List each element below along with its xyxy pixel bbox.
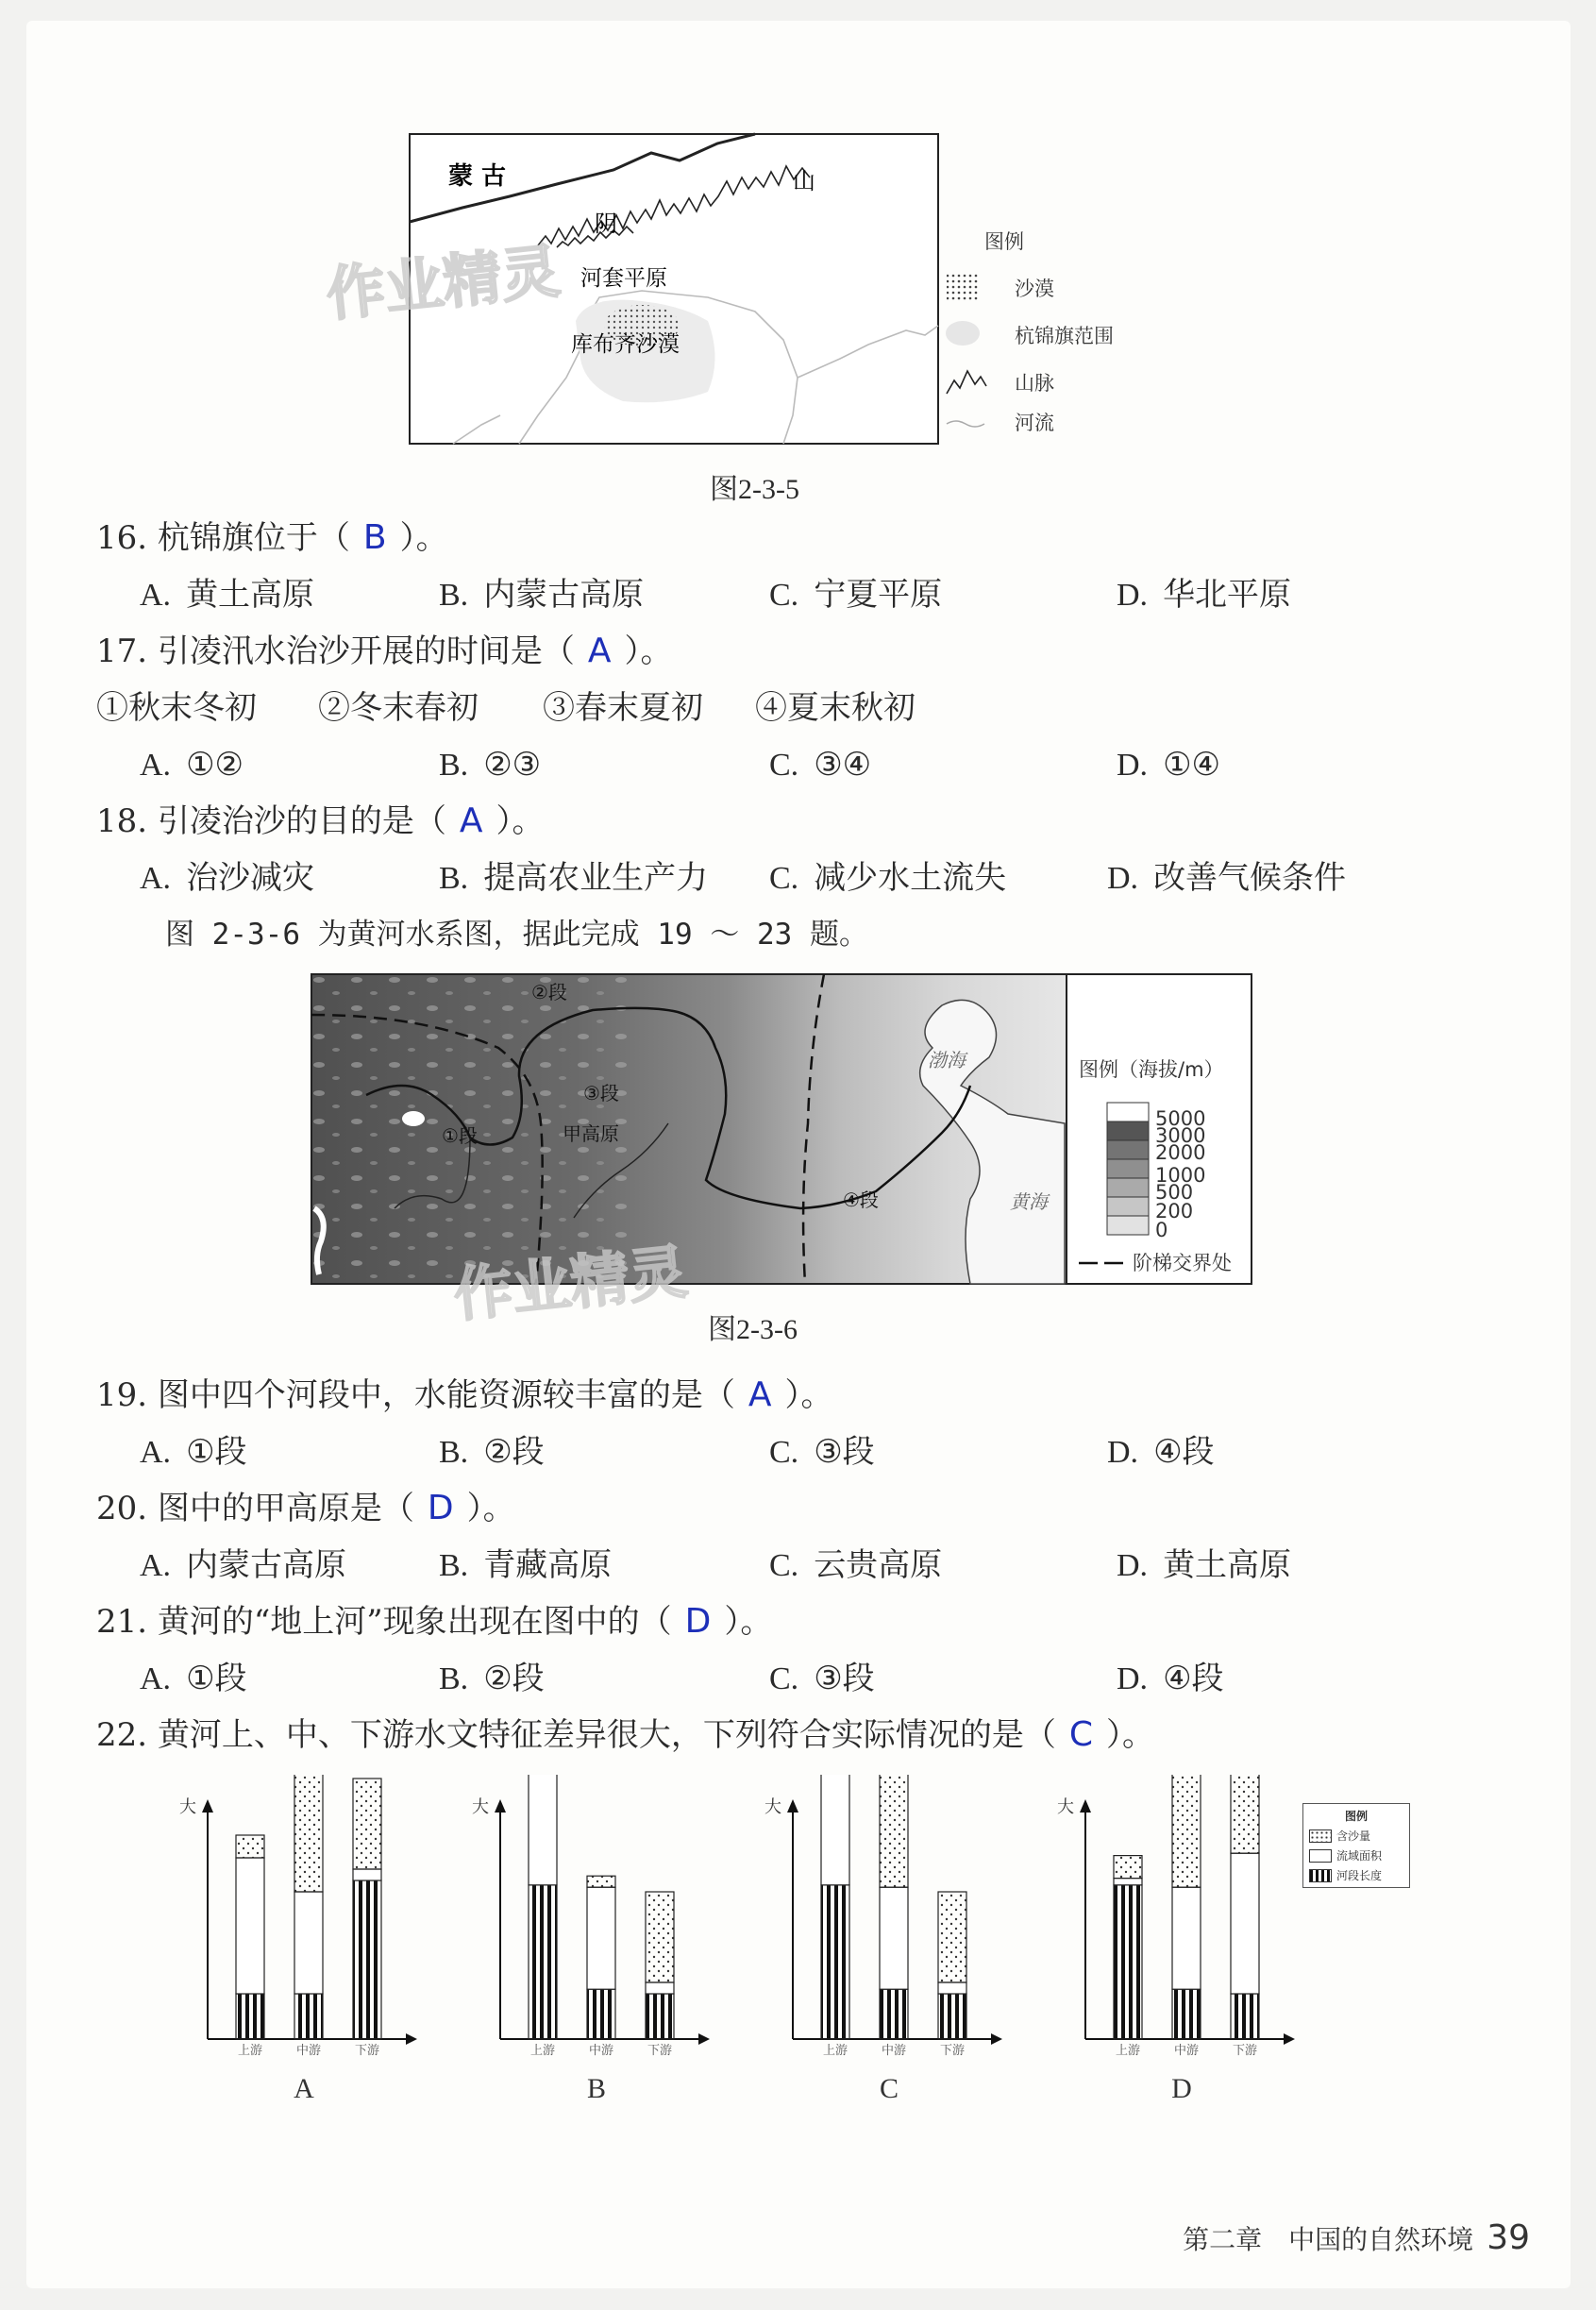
tick-label: 中游 bbox=[588, 2044, 614, 2058]
option-key: C. bbox=[769, 861, 799, 896]
option-d bbox=[1117, 574, 1291, 616]
bar-segment bbox=[1231, 1775, 1259, 1853]
option-key: A. bbox=[140, 748, 172, 783]
option-key: D. bbox=[1117, 1548, 1149, 1583]
option-text: 治沙减灾 bbox=[186, 859, 315, 897]
bar-segment bbox=[529, 1775, 557, 1885]
chart-option-label: D bbox=[1171, 2073, 1192, 2104]
y-axis-arrow bbox=[495, 1799, 506, 1813]
bar-segment bbox=[294, 1892, 323, 1994]
option-key: D. bbox=[1117, 748, 1149, 783]
tick-label: 上游 bbox=[237, 2044, 263, 2058]
label-mongolia: 蒙 古 bbox=[448, 162, 507, 191]
option-text: ①段 bbox=[186, 1660, 247, 1697]
mountain-icon bbox=[947, 371, 986, 394]
option-text: ①④ bbox=[1163, 746, 1221, 784]
legend-level: 5000 bbox=[1155, 1107, 1206, 1130]
question-20 bbox=[96, 1488, 515, 1529]
option-d bbox=[1117, 744, 1220, 786]
option-key: B. bbox=[439, 748, 469, 783]
page-footer bbox=[1183, 2218, 1530, 2257]
bar-segment bbox=[1114, 1879, 1142, 1885]
option-key: D. bbox=[1107, 861, 1139, 896]
bar-segment bbox=[1114, 1856, 1142, 1879]
legend-river: 河流 bbox=[1015, 412, 1054, 434]
bar-segment bbox=[587, 1887, 615, 1989]
option-text: 黄土高原 bbox=[1163, 1546, 1292, 1584]
answer: B bbox=[362, 518, 387, 557]
bar-segment bbox=[587, 1989, 615, 2039]
tick-label: 中游 bbox=[1173, 2044, 1200, 2058]
option-a bbox=[140, 1658, 247, 1700]
area-swatch bbox=[1309, 1849, 1332, 1863]
legend-label: 含沙量 bbox=[1336, 1829, 1371, 1843]
sediment-swatch bbox=[1309, 1829, 1332, 1843]
legend-2-3-5 bbox=[939, 222, 1166, 439]
bar-segment bbox=[880, 1887, 908, 1989]
option-key: B. bbox=[439, 861, 469, 896]
legend-desert: 沙漠 bbox=[1015, 278, 1054, 300]
bar-segment bbox=[1114, 1885, 1142, 2039]
option-c bbox=[769, 857, 1006, 900]
question-suffix: ）。 bbox=[624, 632, 673, 670]
question-21 bbox=[96, 1601, 772, 1643]
tick-label: 中游 bbox=[881, 2044, 907, 2058]
y-axis-label: 大 bbox=[1057, 1797, 1074, 1817]
option-c bbox=[769, 1658, 875, 1700]
tick-label: 下游 bbox=[354, 2044, 380, 2058]
option-text: ③段 bbox=[814, 1660, 875, 1697]
bar-segment bbox=[646, 1994, 674, 2039]
question-17 bbox=[96, 631, 673, 672]
bar-segment bbox=[294, 1775, 323, 1892]
legend-hangjin: 杭锦旗范围 bbox=[1015, 325, 1114, 347]
legend-boundary: 阶梯交界处 bbox=[1133, 1252, 1232, 1274]
option-key: C. bbox=[769, 748, 799, 783]
option-c bbox=[769, 1544, 942, 1587]
question-text: 19. 图中四个河段中，水能资源较丰富的是（ bbox=[96, 1376, 735, 1414]
x-axis-arrow bbox=[406, 2033, 417, 2045]
bar-segment bbox=[1172, 1887, 1201, 1989]
desert-swatch bbox=[947, 274, 979, 300]
question-suffix: ）。 bbox=[1106, 1716, 1155, 1754]
bar-segment bbox=[821, 1775, 849, 1885]
legend-level: 3000 bbox=[1155, 1124, 1206, 1147]
bar-segment bbox=[587, 1876, 615, 1887]
option-text: 青藏高原 bbox=[483, 1546, 613, 1584]
bar-segment bbox=[938, 1892, 966, 1982]
option-key: D. bbox=[1107, 1435, 1139, 1470]
option-text: 华北平原 bbox=[1163, 576, 1292, 614]
option-key: A. bbox=[140, 1548, 172, 1583]
chart-option-label: C bbox=[879, 2073, 899, 2104]
y-axis-arrow bbox=[202, 1799, 213, 1813]
bar-segment bbox=[1231, 1994, 1259, 2039]
label-bohai: 渤海 bbox=[928, 1049, 966, 1071]
bar-segment bbox=[1231, 1853, 1259, 1994]
question-16 bbox=[96, 517, 448, 559]
chart-legend bbox=[1302, 1803, 1410, 1888]
figure-caption: 图2-3-6 bbox=[708, 1314, 798, 1345]
figure-2-3-6 bbox=[310, 972, 1253, 1286]
option-key: C. bbox=[769, 1548, 799, 1583]
option-key: A. bbox=[140, 1661, 172, 1696]
option-key: B. bbox=[439, 1661, 469, 1696]
option-key: B. bbox=[439, 578, 469, 613]
option-text: ④段 bbox=[1163, 1660, 1224, 1697]
option-key: D. bbox=[1117, 1661, 1149, 1696]
bar-segment bbox=[880, 1775, 908, 1887]
legend-title: 图例 bbox=[984, 230, 1024, 253]
list-item: ②冬末春初 bbox=[318, 689, 479, 727]
option-text: ②段 bbox=[483, 1660, 545, 1697]
legend-title: 图例（海拔/m） bbox=[1079, 1058, 1224, 1081]
question-text: 22. 黄河上、中、下游水文特征差异很大，下列符合实际情况的是（ bbox=[96, 1716, 1056, 1754]
tick-label: 上游 bbox=[1115, 2044, 1141, 2058]
question-suffix: ）。 bbox=[466, 1490, 515, 1527]
list-item: ③春末夏初 bbox=[543, 689, 703, 727]
option-a bbox=[140, 1544, 346, 1587]
watermark: 作业精灵 bbox=[323, 236, 563, 329]
bar-segment bbox=[529, 1885, 557, 2039]
label-seg4: ④段 bbox=[843, 1189, 879, 1211]
legend-title: 图例 bbox=[1344, 1810, 1368, 1823]
answer: A bbox=[748, 1375, 772, 1414]
legend-label: 流域面积 bbox=[1336, 1849, 1383, 1863]
option-text: ④段 bbox=[1153, 1433, 1215, 1471]
label-seg1: ①段 bbox=[442, 1124, 478, 1147]
option-text: 提高农业生产力 bbox=[483, 859, 709, 897]
tick-label: 中游 bbox=[295, 2044, 322, 2058]
option-text: ①② bbox=[186, 746, 244, 784]
legend-item bbox=[1309, 1847, 1403, 1863]
legend-item bbox=[1309, 1828, 1403, 1844]
question-text: 17. 引凌汛水治沙开展的时间是（ bbox=[96, 632, 575, 670]
option-text: 宁夏平原 bbox=[814, 576, 943, 614]
bar-segment bbox=[880, 1989, 908, 2039]
legend-level: 1000 bbox=[1155, 1164, 1206, 1187]
option-c bbox=[769, 574, 942, 616]
chart-option-label: B bbox=[586, 2073, 607, 2104]
bar-segment bbox=[294, 1994, 323, 2039]
bar-charts bbox=[170, 1775, 1435, 2115]
legend-item bbox=[1309, 1867, 1403, 1883]
option-key: B. bbox=[439, 1548, 469, 1583]
watermark: 作业精灵 bbox=[450, 1237, 691, 1330]
figure-caption: 图2-3-5 bbox=[710, 474, 799, 505]
option-text: 黄土高原 bbox=[186, 576, 315, 614]
option-text: 改善气候条件 bbox=[1153, 859, 1347, 897]
y-axis-label: 大 bbox=[764, 1797, 781, 1817]
length-swatch bbox=[1309, 1869, 1332, 1882]
tick-label: 上游 bbox=[529, 2044, 556, 2058]
option-b bbox=[439, 1658, 545, 1700]
option-key: C. bbox=[769, 1435, 799, 1470]
label-seg2: ②段 bbox=[531, 981, 567, 1003]
legend-level: 2000 bbox=[1155, 1141, 1206, 1164]
question-suffix: ）。 bbox=[784, 1376, 833, 1414]
label-jia: 甲高原 bbox=[563, 1122, 619, 1145]
answer: D bbox=[427, 1489, 454, 1527]
option-d bbox=[1107, 857, 1346, 900]
list-item: ④夏末秋初 bbox=[755, 689, 916, 727]
question-text: 18. 引凌治沙的目的是（ bbox=[96, 802, 446, 840]
option-b bbox=[439, 1431, 545, 1474]
label-hetao: 河套平原 bbox=[580, 266, 667, 291]
answer: D bbox=[684, 1602, 712, 1641]
option-key: C. bbox=[769, 578, 799, 613]
bar-segment bbox=[353, 1869, 381, 1880]
option-c bbox=[769, 1431, 875, 1474]
legend-label: 河段长度 bbox=[1336, 1869, 1383, 1882]
option-key: A. bbox=[140, 578, 172, 613]
option-key: C. bbox=[769, 1661, 799, 1696]
option-text: 减少水土流失 bbox=[814, 859, 1007, 897]
option-a bbox=[140, 574, 314, 616]
tick-label: 上游 bbox=[822, 2044, 848, 2058]
river-icon bbox=[947, 421, 984, 427]
question-suffix: ）。 bbox=[399, 519, 448, 557]
option-text: 云贵高原 bbox=[814, 1546, 943, 1584]
option-b bbox=[439, 744, 541, 786]
x-axis-arrow bbox=[991, 2033, 1002, 2045]
bar-segment bbox=[938, 1982, 966, 1994]
option-text: ③④ bbox=[814, 746, 872, 784]
question-text: 16. 杭锦旗位于（ bbox=[96, 519, 350, 557]
option-a bbox=[140, 744, 244, 786]
option-text: ③段 bbox=[814, 1433, 875, 1471]
chart-option-label: A bbox=[294, 2073, 314, 2104]
page-number: 39 bbox=[1487, 2218, 1530, 2257]
bar-segment bbox=[353, 1880, 381, 2039]
bar-segment bbox=[1172, 1775, 1201, 1887]
y-axis-label: 大 bbox=[179, 1797, 196, 1817]
x-axis-arrow bbox=[698, 2033, 710, 2045]
question-22 bbox=[96, 1714, 1154, 1756]
question-text: 21. 黄河的“地上河”现象出现在图中的（ bbox=[96, 1603, 672, 1641]
option-d bbox=[1107, 1431, 1215, 1474]
option-text: 内蒙古高原 bbox=[483, 576, 645, 614]
elevation-scale bbox=[1107, 1103, 1205, 1241]
bar-segment bbox=[236, 1858, 264, 1994]
question-18 bbox=[96, 801, 545, 842]
intro-text: 图 2-3-6 为黄河水系图，据此完成 19 ～ 23 题。 bbox=[165, 918, 868, 952]
tick-label: 下游 bbox=[1232, 2044, 1258, 2058]
tick-label: 下游 bbox=[647, 2044, 673, 2058]
answer: A bbox=[459, 801, 483, 840]
option-b bbox=[439, 1544, 612, 1587]
option-key: A. bbox=[140, 861, 172, 896]
bar-segment bbox=[938, 1994, 966, 2039]
question-suffix: ）。 bbox=[496, 802, 545, 840]
bar-segment bbox=[821, 1885, 849, 2039]
option-text: ②段 bbox=[483, 1433, 545, 1471]
option-key: B. bbox=[439, 1435, 469, 1470]
hangjin-swatch bbox=[946, 321, 980, 346]
bar-segment bbox=[1172, 1989, 1201, 2039]
y-axis-arrow bbox=[1080, 1799, 1091, 1813]
legend-mountain: 山脉 bbox=[1015, 372, 1054, 395]
bar-segment bbox=[646, 1982, 674, 1994]
label-kubuqi: 库布齐沙漠 bbox=[571, 332, 680, 357]
bar-segment bbox=[646, 1892, 674, 1982]
label-shan: 山 bbox=[793, 168, 815, 194]
option-b bbox=[439, 574, 644, 616]
bar-segment bbox=[236, 1994, 264, 2039]
label-seg3: ③段 bbox=[583, 1082, 619, 1104]
answer: A bbox=[587, 632, 612, 670]
option-b bbox=[439, 857, 708, 900]
option-text: 内蒙古高原 bbox=[186, 1546, 347, 1584]
label-yin: 阴 bbox=[595, 211, 617, 237]
bar-segment bbox=[236, 1835, 264, 1858]
option-a bbox=[140, 1431, 247, 1474]
option-text: ②③ bbox=[483, 746, 542, 784]
answer: C bbox=[1068, 1715, 1094, 1754]
chapter-title: 第二章 中国的自然环境 bbox=[1183, 2224, 1474, 2255]
bar-segment bbox=[353, 1779, 381, 1869]
option-a bbox=[140, 857, 314, 900]
option-c bbox=[769, 744, 871, 786]
option-text: ①段 bbox=[186, 1433, 247, 1471]
question-19 bbox=[96, 1374, 833, 1416]
tick-label: 下游 bbox=[939, 2044, 966, 2058]
x-axis-arrow bbox=[1284, 2033, 1295, 2045]
list-item: ①秋末冬初 bbox=[96, 689, 257, 727]
legend-level: 500 bbox=[1155, 1181, 1194, 1204]
option-d bbox=[1117, 1544, 1291, 1587]
legend-level: 0 bbox=[1155, 1219, 1168, 1241]
question-text: 20. 图中的甲高原是（ bbox=[96, 1490, 414, 1527]
label-huanghai: 黄海 bbox=[1010, 1190, 1048, 1213]
question-suffix: ）。 bbox=[724, 1603, 773, 1641]
legend-level: 200 bbox=[1155, 1200, 1194, 1222]
y-axis-arrow bbox=[787, 1799, 798, 1813]
option-key: D. bbox=[1117, 578, 1149, 613]
option-key: A. bbox=[140, 1435, 172, 1470]
y-axis-label: 大 bbox=[472, 1797, 489, 1817]
option-d bbox=[1117, 1658, 1224, 1700]
